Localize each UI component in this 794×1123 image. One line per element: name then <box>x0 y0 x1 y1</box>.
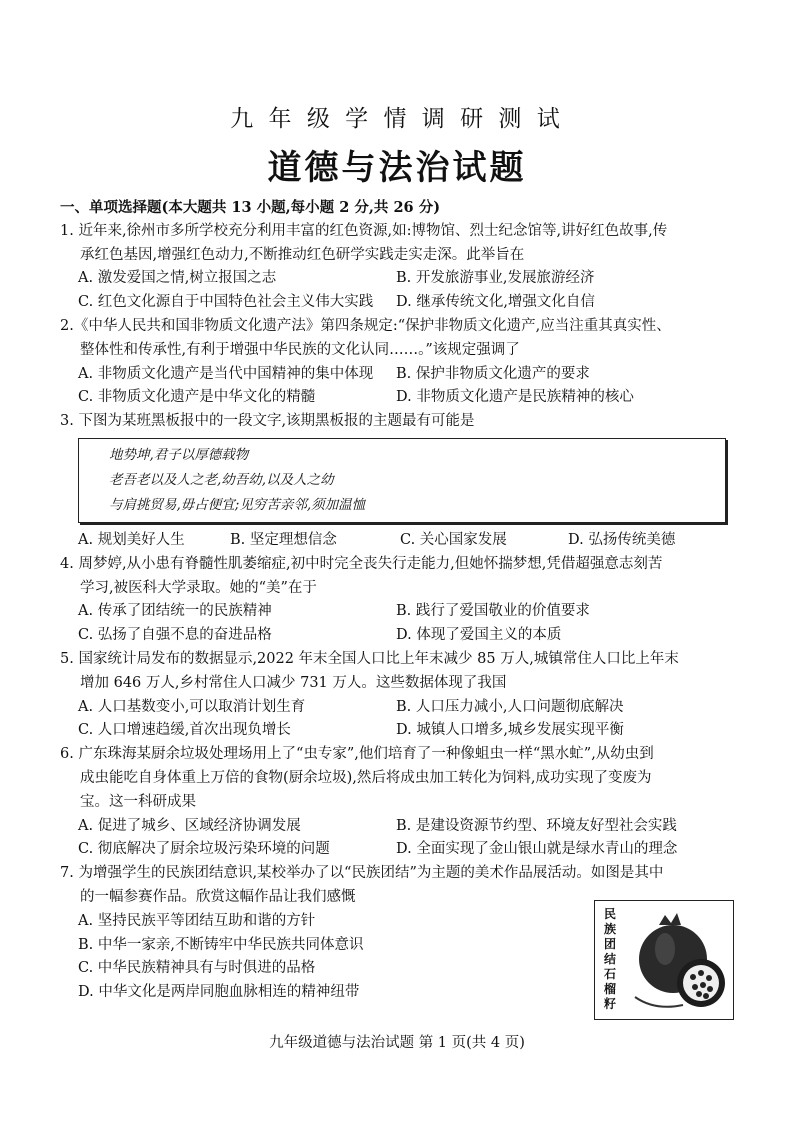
question-3 <box>60 410 720 553</box>
option-b: B. 保护非物质文化遗产的要求 <box>396 365 590 382</box>
option-a: A. 坚持民族平等团结互助和谐的方针 <box>78 912 316 929</box>
option-d: D. 继承传统文化,增强文化自信 <box>396 294 595 311</box>
question-stem: 4. 周梦婷,从小患有脊髓性肌萎缩症,初中时完全丧失行走能力,但她怀揣梦想,凭借超强意志刻苦 <box>60 555 663 572</box>
options <box>60 815 720 863</box>
option-d: D. 非物质文化遗产是民族精神的核心 <box>396 389 634 406</box>
option-c: C. 弘扬了自强不息的奋进品格 <box>78 627 272 644</box>
question-5 <box>60 648 720 743</box>
question-4 <box>60 553 720 648</box>
board-line: 老吾老以及人之老,幼吾幼,以及人之幼 <box>109 471 334 488</box>
artwork-caption: 民族团结石榴籽 <box>603 907 616 1012</box>
question-stem-cont: 成虫能吃自身体重上万倍的食物(厨余垃圾),然后将成虫加工转化为饲料,成功实现了变废为 <box>80 769 652 786</box>
question-stem: 3. 下图为某班黑板报中的一段文字,该期黑板报的主题最有可能是 <box>60 413 475 430</box>
question-section <box>60 196 720 1012</box>
option-b: B. 是建设资源节约型、环境友好型社会实践 <box>396 817 677 834</box>
option-b: B. 开发旅游事业,发展旅游经济 <box>396 270 595 287</box>
option-a: A. 传承了团结统一的民族精神 <box>78 603 272 620</box>
option-d: D. 体现了爱国主义的本质 <box>396 627 562 644</box>
question-stem-cont: 承红色基因,增强红色动力,不断推动红色研学实践走实走深。此举旨在 <box>80 246 525 263</box>
option-d: D. 城镇人口增多,城乡发展实现平衡 <box>396 722 624 739</box>
board-line: 地势坤,君子以厚德载物 <box>109 446 249 463</box>
option-a: A. 非物质文化遗产是当代中国精神的集中体现 <box>78 365 374 382</box>
option-a: A. 激发爱国之情,树立报国之志 <box>78 270 277 287</box>
blackboard-text-box <box>78 438 726 523</box>
option-c: C. 人口增速趋缓,首次出现负增长 <box>78 722 291 739</box>
option-c: C. 红色文化源自于中国特色社会主义伟大实践 <box>78 294 374 311</box>
exam-title: 道德与法治试题 <box>267 148 527 188</box>
options <box>60 696 720 744</box>
question-stem-cont: 学习,被医科大学录取。她的“美”在于 <box>80 579 317 596</box>
option-d: D. 中华文化是两岸同胞血脉相连的精神纽带 <box>78 984 360 1001</box>
option-b: B. 坚定理想信念 <box>230 531 337 548</box>
options <box>60 267 720 315</box>
option-c: C. 彻底解决了厨余垃圾污染环境的问题 <box>78 841 330 858</box>
question-stem: 6. 广东珠海某厨余垃圾处理场用上了“虫专家”,他们培育了一种像蛆虫一样“黑水虻”,从幼虫到 <box>60 746 654 763</box>
pomegranate-artwork <box>594 900 734 1020</box>
question-stem-cont: 增加 646 万人,乡村常住人口减少 731 万人。这些数据体现了我国 <box>80 674 507 691</box>
question-stem-cont: 的一幅参赛作品。欣赏这幅作品让我们感慨 <box>80 888 356 905</box>
option-b: B. 中华一家亲,不断铸牢中华民族共同体意识 <box>78 936 364 953</box>
section-heading: 一、单项选择题(本大题共 13 小题,每小题 2 分,共 26 分) <box>60 199 441 216</box>
option-a: A. 规划美好人生 <box>78 531 185 548</box>
question-stem: 5. 国家统计局发布的数据显示,2022 年末全国人口比上年末减少 85 万人,城镇常住人口比上年末 <box>60 650 679 667</box>
option-a: A. 人口基数变小,可以取消计划生育 <box>78 698 306 715</box>
option-d: D. 全面实现了金山银山就是绿水青山的理念 <box>396 841 678 858</box>
option-a: A. 促进了城乡、区域经济协调发展 <box>78 817 301 834</box>
option-b: B. 践行了爱国敬业的价值要求 <box>396 603 590 620</box>
question-6 <box>60 743 720 862</box>
question-2 <box>60 315 720 410</box>
option-b: B. 人口压力减小,人口问题彻底解决 <box>396 698 624 715</box>
option-d: D. 弘扬传统美德 <box>568 531 676 548</box>
question-1 <box>60 220 720 315</box>
option-c: C. 非物质文化遗产是中华文化的精髓 <box>78 389 316 406</box>
options <box>60 600 720 648</box>
option-c: C. 中华民族精神具有与时俱进的品格 <box>78 960 316 977</box>
options <box>60 529 720 553</box>
question-stem: 1. 近年来,徐州市多所学校充分利用丰富的红色资源,如:博物馆、烈士纪念馆等,讲好红色故事,传 <box>60 222 668 239</box>
options <box>60 363 720 411</box>
question-stem: 7. 为增强学生的民族团结意识,某校举办了以“民族团结”为主题的美术作品展活动。如图是其中 <box>60 865 664 882</box>
pomegranate-illustration <box>595 901 733 1019</box>
exam-subtitle: 九 年 级 学 情 调 研 测 试 <box>230 106 564 132</box>
question-stem-cont: 宝。这一科研成果 <box>80 793 196 810</box>
question-stem: 2.《中华人民共和国非物质文化遗产法》第四条规定:“保护非物质文化遗产,应当注重其真实性、 <box>60 317 671 334</box>
question-stem-cont: 整体性和传承性,有利于增强中华民族的文化认同……。”该规定强调了 <box>80 341 520 358</box>
question-7 <box>60 862 720 1012</box>
option-c: C. 关心国家发展 <box>400 531 507 548</box>
page-footer: 九年级道德与法治试题 第 1 页(共 4 页) <box>269 1035 525 1051</box>
board-line: 与肩挑贸易,毋占便宜;见穷苦亲邻,须加温恤 <box>109 496 366 513</box>
